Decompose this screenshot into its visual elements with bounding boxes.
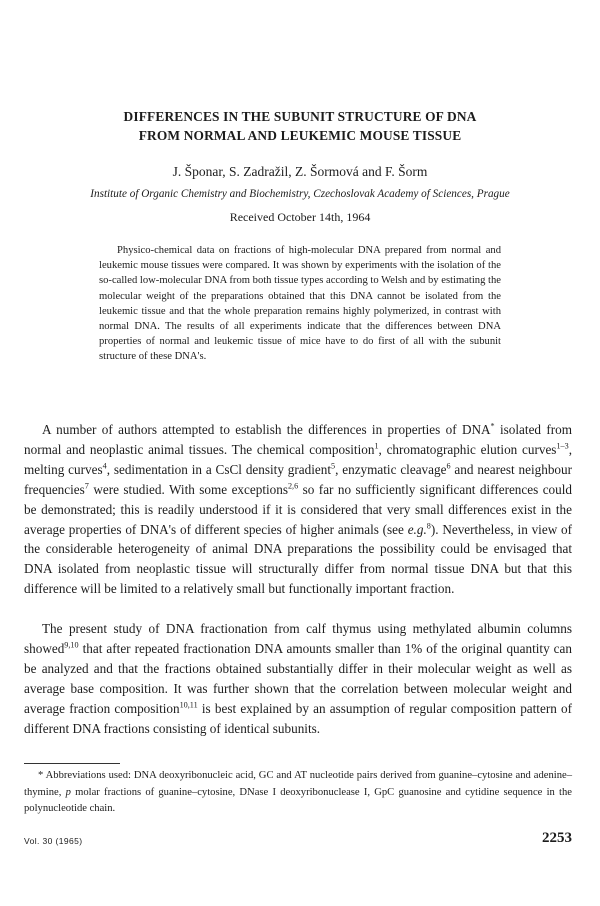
page-number: 2253 bbox=[542, 830, 572, 846]
citation-ref: 4 bbox=[102, 461, 107, 471]
text-run: * Abbreviations used: DNA deoxyribonucleic acid, GC and AT nucleotide pairs derived from guanine–cytosine and adenine–thymine, bbox=[24, 770, 572, 798]
citation-ref: 8 bbox=[426, 521, 431, 531]
footnote-divider bbox=[24, 763, 120, 764]
text-run: , chromatographic elution curves bbox=[378, 441, 557, 457]
text-run: ). Nevertheless, in view of the considerable heterogeneity of animal DNA preparations the possibility could be envisaged that DNA isolated from neoplastic tissue will structurally differ from normal tissue DNA but that this difference will be limited to a relatively small but functionally important fraction. bbox=[24, 521, 572, 597]
title-line-2: FROM NORMAL AND LEUKEMIC MOUSE TISSUE bbox=[138, 128, 462, 143]
citation-ref: 2,6 bbox=[287, 481, 299, 491]
article-title bbox=[40, 107, 560, 145]
abstract: Physico-chemical data on fractions of high-molecular DNA prepared from normal and leukemic mouse tissues were compared. It was shown by experiments with the isolation of the so-called low-molecular DNA from both tissue types according to Welsh and by estimating the molecular weight of the preparations obtained that this DNA cannot be isolated from the leukemic tissue and that the whole preparation remains highly polymerized, in contrast with normal DNA. The results of all experiments indicate that the differences between DNA properties of normal and leukemic tissue of mice have to do first of all with the subunit structure of these DNA's. bbox=[99, 245, 501, 363]
text-run: so far no sufficiently significant differences could be demonstrated; this is readily understood if it is considered that very small differences exist in the average properties of DNA's of different species of higher animals (see bbox=[24, 481, 572, 537]
author-affiliation: Institute of Organic Chemistry and Biochemistry, Czechoslovak Academy of Sciences, Prague bbox=[90, 188, 510, 200]
text-run: that after repeated fractionation DNA amounts smaller than 1% of the original quantity can be analyzed and that the fractions obtained substantially differ in their molecular weight as well as average base composition. It was further shown that the correlation between molecular weight and average fraction composition bbox=[24, 640, 572, 716]
text-run: isolated from normal and neoplastic animal tissues. The chemical composition bbox=[24, 422, 573, 457]
italic-text: p bbox=[65, 786, 71, 798]
text-run: and nearest neighbour frequencies bbox=[24, 461, 572, 497]
text-run: molar fractions of guanine–cytosine, DNase I deoxyribonuclease I, GpC guanosine and cytidine sequence in the polynucleotide chain. bbox=[24, 786, 572, 815]
author-list: J. Šponar, S. Zadražil, Z. Šormová and F. Šorm bbox=[172, 164, 428, 179]
footnote bbox=[24, 768, 572, 818]
text-run: were studied. With some exceptions bbox=[88, 481, 288, 497]
text-run: , enzymatic cleavage bbox=[335, 461, 447, 477]
citation-ref: 1–3 bbox=[556, 441, 569, 451]
citation-ref: 7 bbox=[84, 481, 89, 491]
citation-ref: 10,11 bbox=[179, 700, 198, 710]
journal-volume: Vol. 30 (1965) bbox=[24, 836, 83, 846]
text-run: is best explained by an assumption of regular composition pattern of different DNA fractions consisting of identical subunits. bbox=[24, 700, 572, 736]
text-run: , sedimentation in a CsCl density gradient bbox=[106, 461, 331, 477]
text-run: The present study of DNA fractionation from calf thymus using methylated albumin columns showed bbox=[24, 621, 572, 656]
citation-ref: 5 bbox=[331, 461, 336, 471]
body-paragraph-1 bbox=[24, 420, 572, 599]
text-run: A number of authors attempted to establish the differences in properties of DNA bbox=[42, 422, 491, 437]
title-line-1: DIFFERENCES IN THE SUBUNIT STRUCTURE OF DNA bbox=[123, 109, 477, 124]
italic-text: e.g. bbox=[407, 521, 427, 537]
text-run: , melting curves bbox=[24, 441, 572, 477]
citation-ref: 9,10 bbox=[64, 640, 79, 650]
citation-ref: 6 bbox=[446, 461, 451, 471]
footnote-marker: * bbox=[490, 421, 495, 431]
received-date: Received October 14th, 1964 bbox=[229, 210, 371, 224]
body-paragraph-2 bbox=[24, 619, 572, 738]
citation-ref: 1 bbox=[374, 441, 379, 451]
